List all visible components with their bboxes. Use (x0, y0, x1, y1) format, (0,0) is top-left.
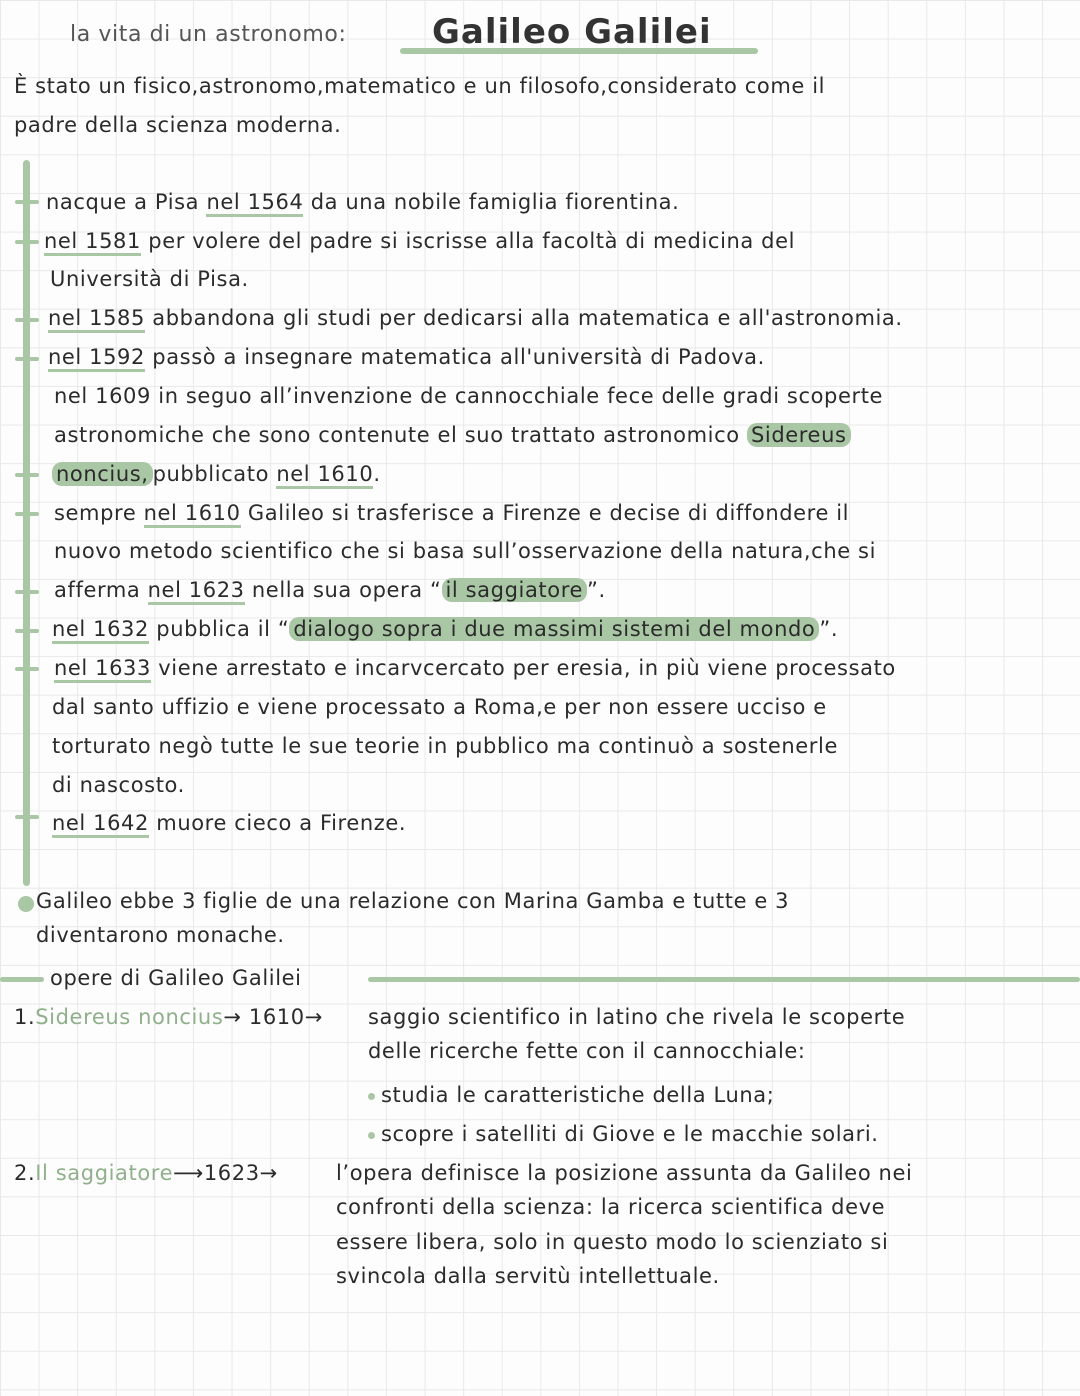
timeline-text: abbandona gli studi per dedicarsi alla matematica e all'astronomia. (144, 306, 903, 330)
timeline-line-9 (54, 501, 849, 525)
timeline-line-4 (48, 306, 903, 330)
timeline-tick (15, 357, 39, 361)
timeline-line-5 (48, 345, 765, 369)
intro-line-1: È stato un fisico,astronomo,matematico e un filosofo,considerato come il (14, 74, 826, 98)
work-2-desc-4: svincola dalla servitù intellettuale. (336, 1264, 720, 1288)
highlight-sidereus: Sidereus (747, 423, 851, 447)
timeline-line-6: nel 1609 in seguo all’invenzione de cannocchiale fece delle gradi scoperte (54, 384, 884, 408)
timeline-text: nacque a Pisa (46, 190, 207, 214)
timeline-line-16: di nascosto. (52, 773, 185, 797)
timeline-tick (15, 318, 39, 322)
page-title: Galileo Galilei (432, 12, 712, 52)
work-2-desc-1: l’opera definisce la posizione assunta da Galileo nei (336, 1161, 913, 1185)
timeline-line-10: nuovo metodo scientifico che si basa sull’osservazione della natura,che si (54, 539, 877, 563)
timeline-tick (15, 200, 39, 204)
timeline-text: sempre (54, 501, 144, 525)
timeline-line-11 (54, 578, 606, 602)
work-2-heading (14, 1161, 278, 1185)
timeline-text: viene arrestato e incarvcercato per eresia, in più viene processato (150, 656, 896, 680)
work-1-desc-2: delle ricerche fette con il cannocchiale: (368, 1039, 806, 1063)
timeline-year: nel 1610 (144, 501, 241, 528)
timeline-text: afferma (54, 578, 148, 602)
work-2-desc-3: essere libera, solo in questo modo lo scienziato si (336, 1230, 889, 1254)
bullet-text: scopre i satelliti di Giove e le macchie solari. (381, 1122, 879, 1146)
section-divider-right (368, 977, 1080, 982)
bullet-dot (368, 1093, 375, 1100)
timeline-line-2 (44, 229, 795, 253)
timeline-text: Galileo si trasferisce a Firenze e decise di diffondere il (240, 501, 850, 525)
timeline-line-7 (54, 423, 851, 447)
timeline-tick (15, 590, 39, 594)
timeline-year: nel 1633 (54, 656, 151, 683)
work-title: Sidereus noncius (35, 1005, 224, 1029)
timeline-line-14: dal santo uffizio e viene processato a Roma,e per non essere ucciso e (52, 695, 827, 719)
timeline-text: passò a insegnare matematica all'università di Padova. (144, 345, 765, 369)
timeline-tick (15, 240, 39, 244)
work-year: → 1610→ (223, 1005, 323, 1029)
timeline-text: ”. (587, 578, 606, 602)
work-year: ⟶1623→ (173, 1161, 278, 1185)
work-title: Il saggiatore (35, 1161, 174, 1185)
timeline-line-13 (54, 656, 896, 680)
timeline-tick (15, 815, 39, 819)
timeline-tick (15, 667, 39, 671)
work-1-heading (14, 1005, 323, 1029)
work-1-bullet-2 (368, 1122, 879, 1146)
header-prefix: la vita di un astronomo: (70, 22, 347, 47)
timeline-text: pubblica il “ (148, 617, 290, 641)
note-line-2: diventarono monache. (36, 923, 285, 947)
timeline-bar (23, 160, 30, 886)
section-divider-left (0, 977, 44, 982)
section-title: opere di Galileo Galilei (50, 966, 302, 990)
note-bullet-dot (18, 896, 34, 912)
timeline-tick (15, 629, 39, 633)
timeline-year: nel 1585 (48, 306, 145, 333)
work-1-bullet-1 (368, 1083, 774, 1107)
timeline-line-8 (52, 462, 381, 486)
timeline-year: nel 1581 (44, 229, 141, 256)
highlight-dialogo: dialogo sopra i due massimi sistemi del mondo (289, 617, 819, 641)
timeline-line-1 (46, 190, 679, 214)
timeline-text: nella sua opera “ (244, 578, 442, 602)
work-number: 2. (14, 1161, 36, 1185)
bullet-dot (368, 1132, 375, 1139)
timeline-year: nel 1592 (48, 345, 145, 372)
highlight-saggiatore: il saggiatore (442, 578, 588, 602)
timeline-year: nel 1642 (52, 811, 149, 838)
timeline-tick (15, 473, 39, 477)
timeline-text: per volere del padre si iscrisse alla facoltà di medicina del (140, 229, 796, 253)
bullet-text: studia le caratteristiche della Luna; (381, 1083, 775, 1107)
timeline-line-17 (52, 811, 406, 835)
timeline-line-3: Università di Pisa. (50, 267, 249, 291)
timeline-year: nel 1564 (206, 190, 303, 217)
timeline-text: astronomiche che sono contenute el suo trattato astronomico (54, 423, 747, 447)
intro-line-2: padre della scienza moderna. (14, 113, 342, 137)
timeline-line-15: torturato negò tutte le sue teorie in pubblico ma continuò a sostenerle (52, 734, 838, 758)
work-number: 1. (14, 1005, 36, 1029)
timeline-year: nel 1632 (52, 617, 149, 644)
timeline-line-12 (52, 617, 838, 641)
timeline-text: pubblicato (152, 462, 277, 486)
highlight-noncius: noncius, (52, 462, 153, 486)
work-1-desc-1: saggio scientifico in latino che rivela le scoperte (368, 1005, 906, 1029)
work-2-desc-2: confronti della scienza: la ricerca scientifica deve (336, 1195, 886, 1219)
timeline-year: nel 1623 (148, 578, 245, 605)
timeline-text: muore cieco a Firenze. (148, 811, 407, 835)
timeline-year: nel 1610 (276, 462, 373, 489)
timeline-text: da una nobile famiglia fiorentina. (303, 190, 680, 214)
timeline-text: . (373, 462, 381, 486)
note-line-1: Galileo ebbe 3 figlie de una relazione con Marina Gamba e tutte e 3 (36, 889, 790, 913)
timeline-text: ”. (819, 617, 839, 641)
timeline-tick (15, 512, 39, 516)
